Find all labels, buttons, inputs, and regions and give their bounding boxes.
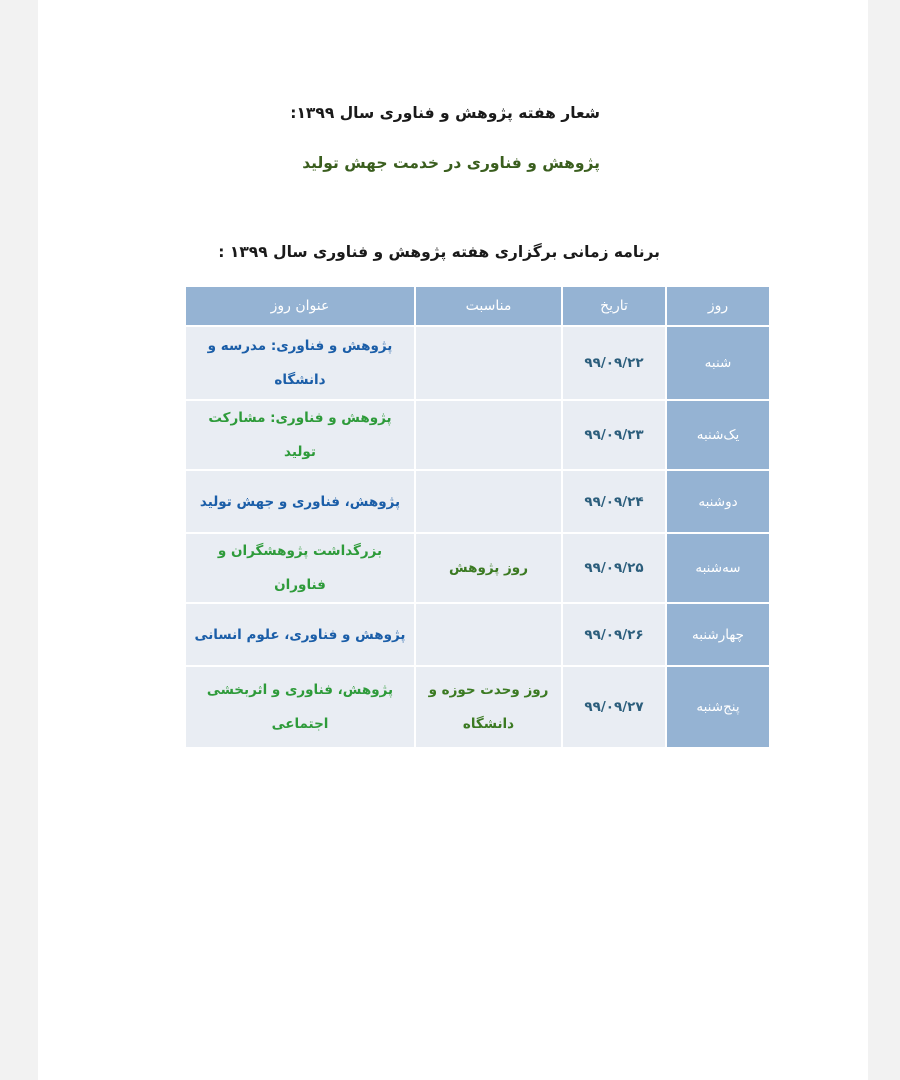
- column-header-occasion: مناسبت: [415, 286, 562, 326]
- day-cell: چهارشنبه: [666, 603, 770, 666]
- day-cell: دوشنبه: [666, 470, 770, 533]
- occasion-cell: [415, 326, 562, 400]
- date-cell: ۹۹/۰۹/۲۶: [562, 603, 666, 666]
- day-cell: پنج‌شنبه: [666, 666, 770, 748]
- date-cell: ۹۹/۰۹/۲۵: [562, 533, 666, 603]
- column-header-title: عنوان روز: [185, 286, 415, 326]
- table-row: [185, 603, 770, 666]
- schedule-table: [184, 285, 771, 749]
- date-cell: ۹۹/۰۹/۲۳: [562, 400, 666, 470]
- title-cell: پژوهش و فناوری، علوم انسانی: [185, 603, 415, 666]
- date-cell: ۹۹/۰۹/۲۴: [562, 470, 666, 533]
- day-cell: شنبه: [666, 326, 770, 400]
- day-cell: یک‌شنبه: [666, 400, 770, 470]
- title-cell: پژوهش، فناوری و اثربخشی اجتماعی: [185, 666, 415, 748]
- document-page: [38, 0, 868, 1080]
- day-cell: سه‌شنبه: [666, 533, 770, 603]
- title-cell: پژوهش، فناوری و جهش تولید: [185, 470, 415, 533]
- date-cell: ۹۹/۰۹/۲۲: [562, 326, 666, 400]
- table-row: [185, 326, 770, 400]
- title-cell: پژوهش و فناوری: مدرسه و دانشگاه: [185, 326, 415, 400]
- slogan-heading: شعار هفته پژوهش و فناوری سال ۱۳۹۹:: [290, 104, 600, 122]
- column-header-day: روز: [666, 286, 770, 326]
- occasion-cell: روز وحدت حوزه و دانشگاه: [415, 666, 562, 748]
- occasion-cell: [415, 400, 562, 470]
- column-header-date: تاریخ: [562, 286, 666, 326]
- schedule-heading: برنامه زمانی برگزاری هفته پژوهش و فناوری سال ۱۳۹۹ :: [218, 243, 660, 261]
- occasion-cell: روز پژوهش: [415, 533, 562, 603]
- table-row: [185, 533, 770, 603]
- title-cell: پژوهش و فناوری: مشارکت تولید: [185, 400, 415, 470]
- slogan-text: پژوهش و فناوری در خدمت جهش تولید: [302, 154, 600, 172]
- occasion-cell: [415, 603, 562, 666]
- table-row: [185, 666, 770, 748]
- occasion-cell: [415, 470, 562, 533]
- title-cell: بزرگداشت پژوهشگران و فناوران: [185, 533, 415, 603]
- table-row: [185, 400, 770, 470]
- date-cell: ۹۹/۰۹/۲۷: [562, 666, 666, 748]
- table-header-row: [185, 286, 770, 326]
- table-row: [185, 470, 770, 533]
